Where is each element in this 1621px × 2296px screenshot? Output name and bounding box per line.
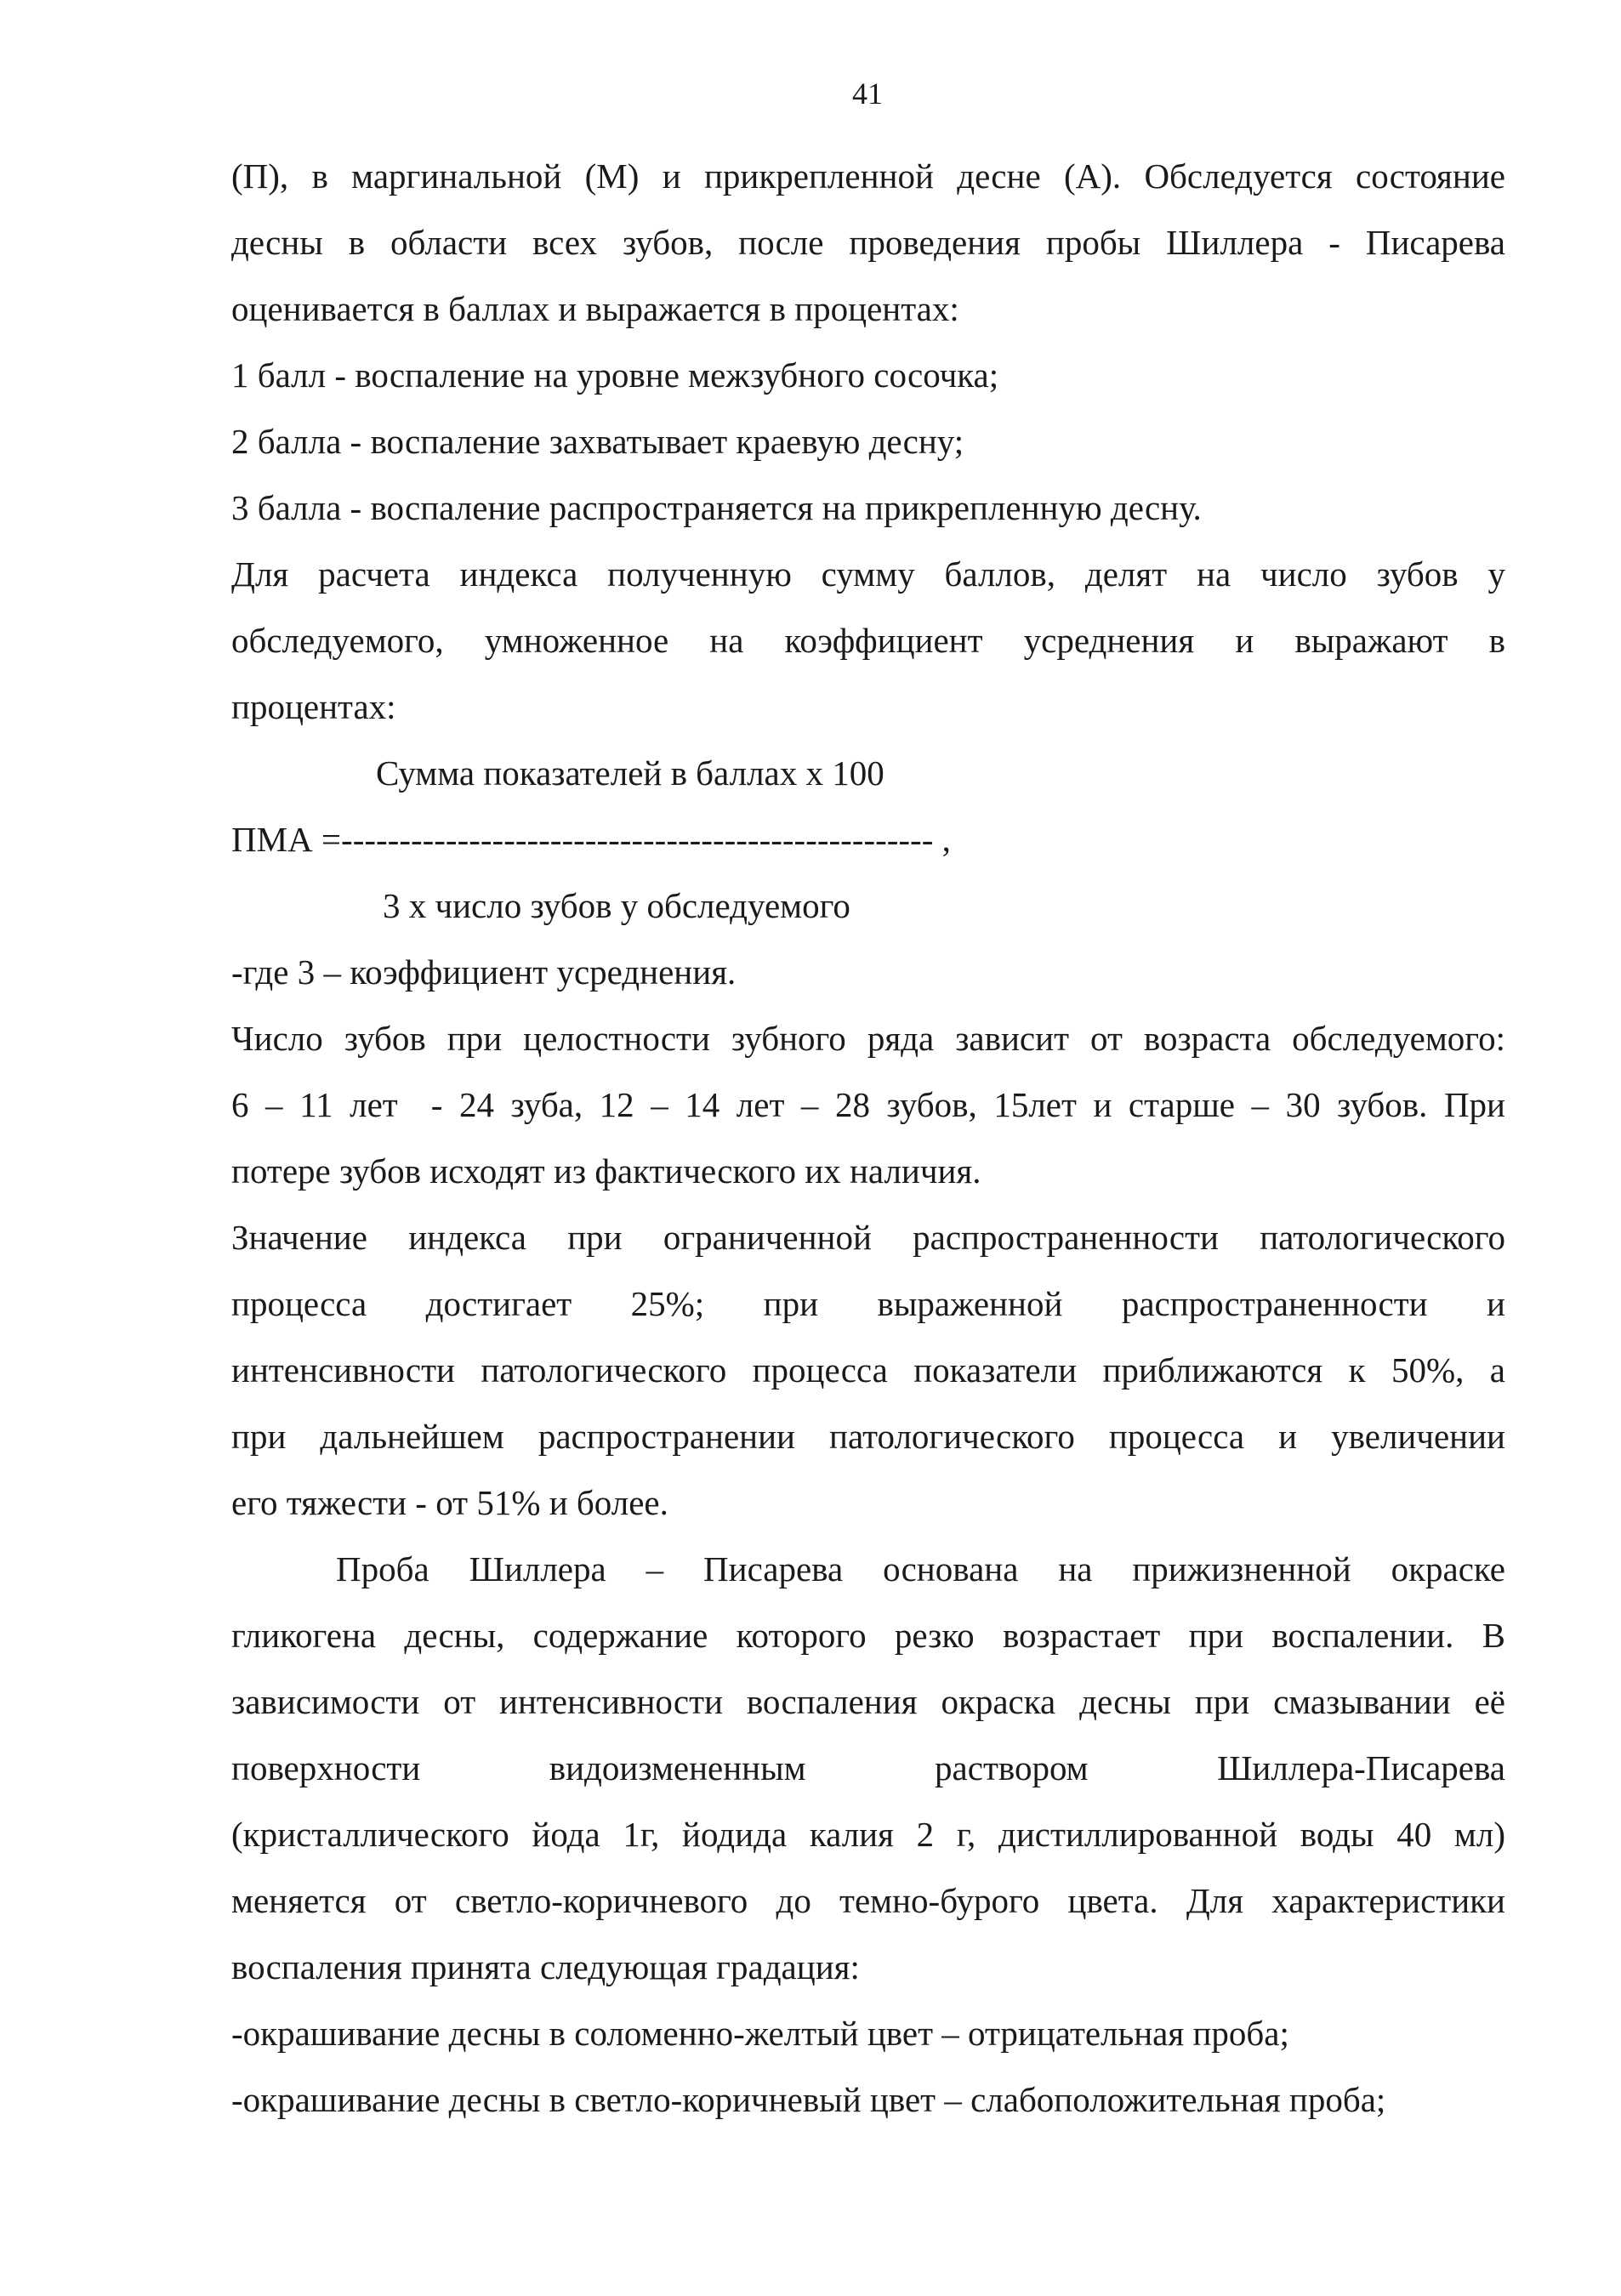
text-line: процентах: — [231, 687, 396, 726]
text-line: процесса достигает 25%; при выраженной распространенности и — [231, 1284, 1505, 1323]
text-line: при дальнейшем распространении патологического процесса и увеличении — [231, 1417, 1505, 1456]
text-line: Число зубов при целостности зубного ряда зависит от возраста обследуемого: — [231, 1019, 1505, 1058]
document-body — [231, 143, 1505, 2133]
formula-numerator: Сумма показателей в баллах х 100 — [376, 753, 884, 793]
text-line: потере зубов исходят из фактического их наличия. — [231, 1151, 981, 1191]
text-line: оценивается в баллах и выражается в процентах: — [231, 289, 959, 328]
gradation-item: -окрашивание десны в светло-коричневый цвет – слабоположительная проба; — [231, 2080, 1386, 2119]
gradation-item: -окрашивание десны в соломенно-желтый цвет – отрицательная проба; — [231, 2014, 1289, 2053]
text-line: поверхности видоизмененным раствором Шиллера-Писарева — [231, 1748, 1505, 1787]
text-line: Значение индекса при ограниченной распространенности патологического — [231, 1218, 1505, 1257]
text-line: его тяжести - от 51% и более. — [231, 1483, 668, 1522]
text-line: десны в области всех зубов, после проведения пробы Шиллера - Писарева — [231, 223, 1505, 262]
text-line: Для расчета индекса полученную сумму баллов, делят на число зубов у — [231, 554, 1505, 594]
text-line: гликогена десны, содержание которого резко возрастает при воспалении. В — [231, 1616, 1505, 1655]
text-line: (П), в маргинальной (М) и прикрепленной десне (А). Обследуется состояние — [231, 156, 1505, 196]
formula-denominator: 3 х число зубов у обследуемого — [383, 886, 850, 925]
text-line: -где 3 – коэффициент усреднения. — [231, 952, 737, 992]
text-line: 6 – 11 лет - 24 зуба, 12 – 14 лет – 28 зубов, 15лет и старше – 30 зубов. При — [231, 1085, 1505, 1124]
text-line: меняется от светло-коричневого до темно-бурого цвета. Для характеристики — [231, 1881, 1505, 1920]
paragraph-start-line: Проба Шиллера – Писарева основана на прижизненной окраске — [336, 1549, 1505, 1588]
text-line: (кристаллического йода 1г, йодида калия 2 г, дистиллированной воды 40 мл) — [231, 1815, 1505, 1854]
text-line: обследуемого, умноженное на коэффициент усреднения и выражают в — [231, 621, 1505, 660]
score-item: 1 балл - воспаление на уровне межзубного сосочка; — [231, 355, 999, 395]
score-item: 2 балла - воспаление захватывает краевую десну; — [231, 422, 964, 461]
page-number: 41 — [852, 77, 883, 111]
score-item: 3 балла - воспаление распространяется на прикрепленную десну. — [231, 488, 1202, 527]
formula-line: ПМА =--------------------------------------------------- , — [231, 820, 951, 859]
text-line: интенсивности патологического процесса показатели приближаются к 50%, а — [231, 1350, 1505, 1390]
text-line: зависимости от интенсивности воспаления окраска десны при смазывании её — [231, 1682, 1505, 1721]
text-line: воспаления принята следующая градация: — [231, 1947, 860, 1986]
